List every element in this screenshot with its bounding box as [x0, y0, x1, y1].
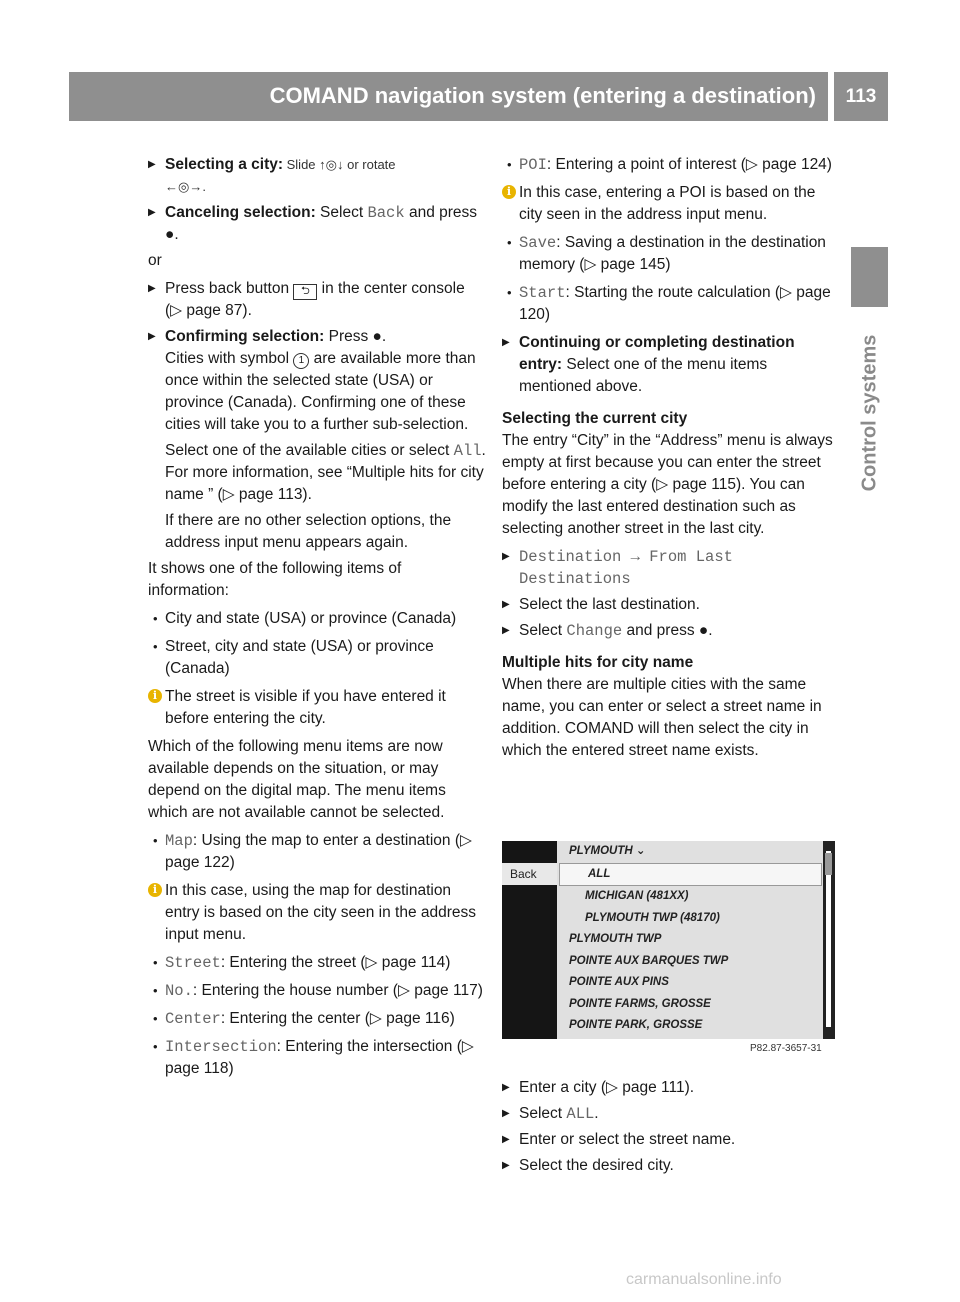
screenshot-list-item: POINTE AUX PINS	[569, 976, 669, 988]
symbol-one-icon: 1	[293, 353, 309, 369]
right-column	[502, 154, 840, 768]
bullet-intersection: • Intersection: Entering the intersection (▷ page 118)	[148, 1036, 486, 1080]
bullet-street: • Street: Entering the street (▷ page 114)	[148, 952, 486, 974]
page-number: 113	[834, 72, 888, 121]
step-select-desired: ▶ Select the desired city.	[502, 1155, 840, 1177]
step-enter-street: ▶ Enter or select the street name.	[502, 1129, 840, 1151]
info-map: i In this case, using the map for destination entry is based on the city seen in the address input menu.	[148, 880, 486, 946]
left-column	[148, 154, 486, 1086]
screenshot-list-item: PLYMOUTH ⌄	[569, 845, 646, 857]
screenshot-list-item: POINTE PARK, GROSSE	[569, 1019, 703, 1031]
info-street-visible: i The street is visible if you have entered it before entering the city.	[148, 686, 486, 730]
heading-current-city: Selecting the current city	[502, 410, 688, 427]
step-back-button: ▶ Press back button ⮌ in the center console (▷ page 87).	[148, 278, 486, 322]
screenshot-list-item: PLYMOUTH TWP	[569, 933, 662, 945]
info-poi: i In this case, entering a POI is based on the city seen in the address input menu.	[502, 182, 840, 226]
bullet-poi: • POI: Entering a point of interest (▷ page 124)	[502, 154, 840, 176]
step-confirming: ▶ Confirming selection: Press ●. Cities with symbol 1 are available more than once within the selected state (USA) or province (Canada). Confirming one of these cities will take you to a further sub-selection. Select one of the available cities or select All. For more information, see “Multiple hits for city name ” (▷ page 113). If there are no other selection options, the address input menu appears again.	[148, 326, 486, 554]
step-select-change: ▶ Select Change and press ●.	[502, 620, 840, 642]
figure-caption: P82.87-3657-31	[750, 1043, 822, 1054]
step-enter-city: ▶ Enter a city (▷ page 111).	[502, 1077, 840, 1099]
or-text: or	[148, 252, 162, 269]
watermark: carmanualsonline.info	[626, 1271, 782, 1288]
bullet-map: • Map: Using the map to enter a destination (▷ page 122)	[148, 830, 486, 874]
multiple-hits-text: When there are multiple cities with the same name, you can enter or select a street name in addition. COMAND will then select the city in which the entered street name exists.	[502, 676, 822, 759]
info-icon: i	[148, 689, 162, 703]
bullet-start: • Start: Starting the route calculation (▷ page 120)	[502, 282, 840, 326]
bullet-center: • Center: Entering the center (▷ page 116)	[148, 1008, 486, 1030]
step-continuing: ▶ Continuing or completing destination entry: Select one of the menu items mentioned above.	[502, 332, 840, 398]
step-canceling: ▶ Canceling selection: Select Back and press ●.	[148, 202, 486, 246]
heading-multiple-hits: Multiple hits for city name	[502, 654, 694, 671]
step-destination-last: ▶ Destination → From Last Destinations	[502, 546, 840, 590]
screenshot-list-item: POINTE AUX BARQUES TWP	[569, 954, 729, 967]
screenshot-list-item: PLYMOUTH TWP (48170)	[585, 911, 720, 924]
step-select-last: ▶ Select the last destination.	[502, 594, 840, 616]
final-steps	[502, 1077, 840, 1181]
step-selecting-city: ▶ Selecting a city: Slide ↑◎↓ or rotate ←◎→.	[148, 154, 486, 198]
page-title: COMAND navigation system (entering a destination)	[269, 83, 816, 108]
back-key-icon: ⮌	[293, 284, 317, 300]
side-tab-label: Control systems	[858, 334, 881, 491]
shows-text: It shows one of the following items of information:	[148, 560, 402, 599]
header-bar	[69, 72, 828, 121]
bullet-house-number: • No.: Entering the house number (▷ page 117)	[148, 980, 486, 1002]
bullet-city-state: • City and state (USA) or province (Canada)	[148, 608, 486, 630]
screenshot-list-item: POINTE FARMS, GROSSE	[569, 997, 711, 1010]
screenshot-city-list	[557, 841, 822, 1039]
info-icon: i	[148, 883, 162, 897]
screenshot-list-item: ALL	[559, 863, 822, 887]
screenshot-list-item: MICHIGAN (481XX)	[585, 890, 689, 902]
screenshot-back-button: Back	[502, 863, 557, 885]
comand-screenshot	[502, 841, 835, 1039]
step-select-all: ▶ Select ALL.	[502, 1103, 840, 1125]
bullet-save: • Save: Saving a destination in the destination memory (▷ page 145)	[502, 232, 840, 276]
which-text: Which of the following menu items are now available depends on the situation, or may depend on the digital map. The menu items which are not available cannot be selected.	[148, 738, 446, 821]
side-tab-block	[851, 247, 888, 307]
bullet-street-city: • Street, city and state (USA) or province (Canada)	[148, 636, 486, 680]
info-icon: i	[502, 185, 516, 199]
current-city-text: The entry “City” in the “Address” menu is always empty at first because you can enter the street before entering a city (▷ page 115). You can modify the last entered destination such as selecting another street in the last city.	[502, 432, 833, 537]
screenshot-scrollbar	[823, 841, 835, 1039]
